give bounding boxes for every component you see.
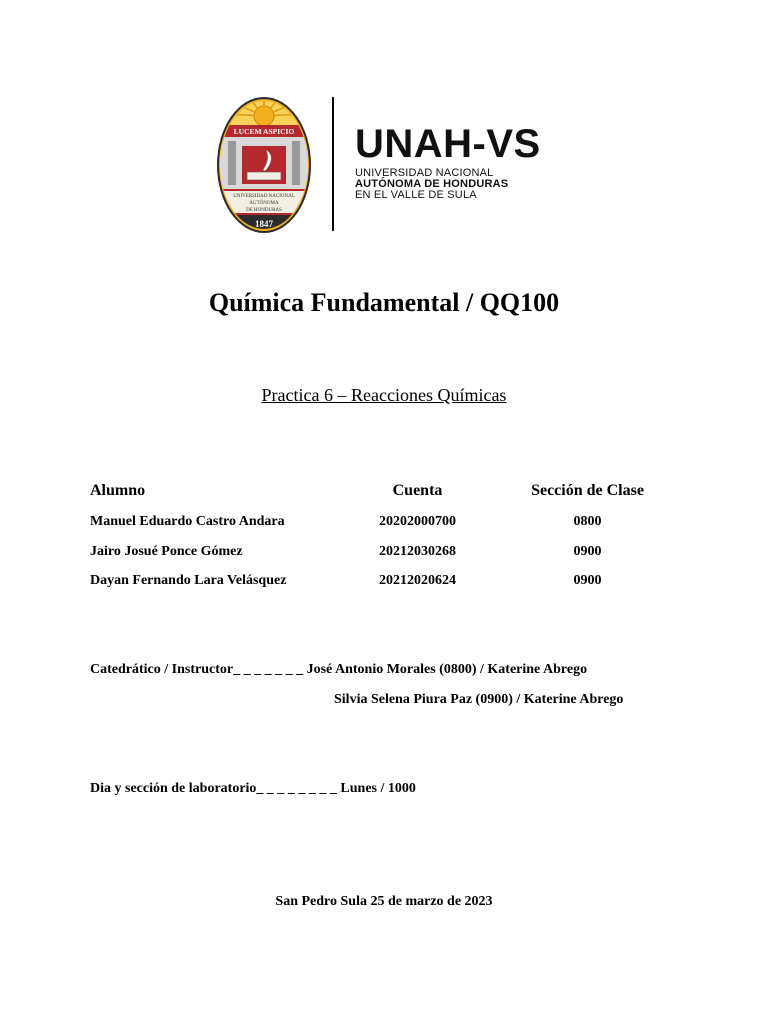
university-seal-icon — [214, 94, 314, 236]
brand-name: UNAH-VS — [355, 122, 541, 166]
student-section: 0900 — [573, 573, 602, 588]
lab-value: Lunes / 1000 — [340, 781, 416, 796]
student-name: Dayan Fernando Lara Velásquez — [90, 573, 287, 588]
seal-ribbon-line-3: DE HONDURAS — [246, 208, 282, 213]
instructor-line — [90, 662, 587, 678]
header-cuenta: Cuenta — [392, 482, 443, 499]
instructor-label: Catedrático / Instructor_ _ _ _ _ _ _ — [90, 662, 304, 677]
brand-line-1: UNIVERSIDAD NACIONAL — [355, 167, 494, 179]
university-logo — [214, 94, 554, 236]
lab-line — [90, 781, 416, 797]
student-name: Jairo Josué Ponce Gómez — [90, 544, 243, 559]
brand-line-3: EN EL VALLE DE SULA — [355, 189, 477, 201]
instructor-value-1: José Antonio Morales (0800) / Katerine Abrego — [306, 662, 588, 677]
place-date: San Pedro Sula 25 de marzo de 2023 — [275, 894, 493, 909]
seal-ribbon-line-1: UNIVERSIDAD NACIONAL — [233, 194, 295, 199]
lab-label: Dia y sección de laboratorio_ _ _ _ _ _ _ _ — [90, 781, 337, 796]
student-account: 20212030268 — [379, 544, 456, 559]
header-seccion: Sección de Clase — [531, 482, 644, 499]
seal-ribbon-line-2: AUTÓNOMA — [249, 201, 279, 206]
student-section: 0800 — [573, 514, 602, 529]
university-wordmark — [355, 124, 555, 201]
brand-line-2: AUTÓNOMA DE HONDURAS — [355, 178, 509, 190]
seal-motto: LUCEM ASPICIO — [233, 127, 295, 136]
course-title: Química Fundamental / QQ100 — [208, 288, 560, 317]
logo-divider — [332, 97, 334, 231]
practice-subtitle: Practica 6 – Reacciones Químicas — [261, 385, 507, 405]
student-account: 20212020624 — [379, 573, 456, 588]
seal-year: 1847 — [255, 219, 273, 229]
instructor-value-2: Silvia Selena Piura Paz (0900) / Katerine Abrego — [334, 692, 624, 707]
student-account: 20202000700 — [379, 514, 456, 529]
student-name: Manuel Eduardo Castro Andara — [90, 514, 285, 529]
header-alumno: Alumno — [90, 482, 146, 499]
student-section: 0900 — [573, 544, 602, 559]
